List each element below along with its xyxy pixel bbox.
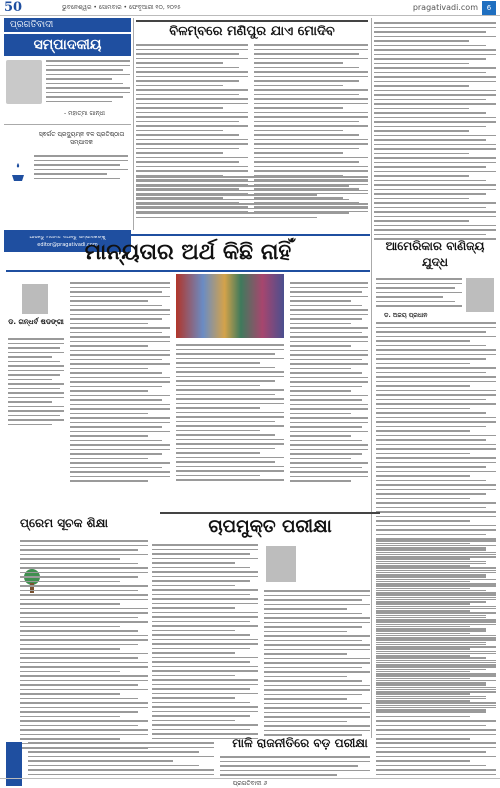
founder-box xyxy=(4,124,131,208)
writer-name: ଡ. ଗନ୍ଧର୍ବ ଷଡଙ୍ଗୀ xyxy=(8,318,64,326)
main-col-2 xyxy=(176,344,284,484)
main-headline: ମାନ୍ୟତାର ଅର୍ଥ କିଛି ନାହିଁ xyxy=(6,234,370,272)
column-divider xyxy=(371,18,372,738)
anniversary-logo: 50 xyxy=(4,0,23,15)
column-divider xyxy=(133,18,134,230)
america-headline: ଆମେରିକାର ବାଣିଜ୍ୟ ଯୁଦ୍ଧ xyxy=(385,239,485,269)
bottom-center-text xyxy=(220,756,370,779)
right-col-text xyxy=(374,22,496,243)
chap-col-3 xyxy=(376,540,496,743)
prem-headline: ପ୍ରେମ ସୂଚକ ଶିକ୍ଷା xyxy=(20,516,109,530)
main-col-1 xyxy=(70,282,170,485)
writer-box xyxy=(6,280,66,490)
chap-col-2 xyxy=(264,590,370,739)
page-number: 6 xyxy=(482,1,496,15)
article-photo xyxy=(176,274,284,338)
prem-body xyxy=(20,540,148,752)
manipur-headline: ବିଳମ୍ବରେ ମଣିପୁର ଯାଏ ମୋଦିବ xyxy=(136,20,368,40)
america-writer-name: ଡ. ଅଜୟ ପ୍ରଧାନ xyxy=(384,312,428,319)
founder-text: ସ୍ଵର୍ଗତ ପ୍ରଦ୍ୟୁମ୍ନ ବଳ ପ୍ରତିଷ୍ଠାତା ସମ୍ପାଦକ xyxy=(38,131,125,146)
bottom-right-text xyxy=(376,742,496,778)
quote-text xyxy=(46,60,130,105)
site-link[interactable]: pragativadi.com xyxy=(412,3,478,12)
lamp-icon xyxy=(8,161,28,183)
section-title: ସମ୍ପାଦକୀୟ xyxy=(4,34,131,56)
contact-box: ଆସନ୍ତୁ ମତାମତ ଦିଅନ୍ତୁ ସମ୍ପାଦକଙ୍କୁ editor@pragativadi.com xyxy=(4,230,131,252)
writer-photo xyxy=(22,284,48,314)
writer-bio xyxy=(8,338,64,428)
chap-headline: ଚାପମୁକ୍ତ ପରୀକ୍ଷା xyxy=(160,512,380,538)
dateline: ଭୁବନେଶ୍ୱର • ସୋମବାର • ଫେବୃଆରୀ ୧୦, ୨୦୨୫ xyxy=(62,3,181,11)
chap-writer-photo xyxy=(266,546,296,582)
america-writer-photo xyxy=(466,278,494,312)
quote-author: - ମହାତ୍ମା ଗାନ୍ଧୀ xyxy=(64,110,105,117)
chap-col-1 xyxy=(152,544,258,742)
footer: ପ୍ରଗତିବାଦୀ ୬ xyxy=(0,778,500,788)
brand-name: ପ୍ରଗତିବାଦୀ xyxy=(4,18,131,32)
founder-details xyxy=(34,155,128,182)
masthead xyxy=(0,0,500,16)
america-intro xyxy=(376,278,462,310)
mali-headline: ମାଳି ରାଜନୀତିରେ ବଡ଼ ପରୀକ୍ଷା xyxy=(232,736,368,750)
bottom-left-text xyxy=(28,742,214,778)
main-col-3 xyxy=(290,282,368,485)
gandhi-portrait xyxy=(6,60,42,104)
manipur-body xyxy=(136,176,368,221)
